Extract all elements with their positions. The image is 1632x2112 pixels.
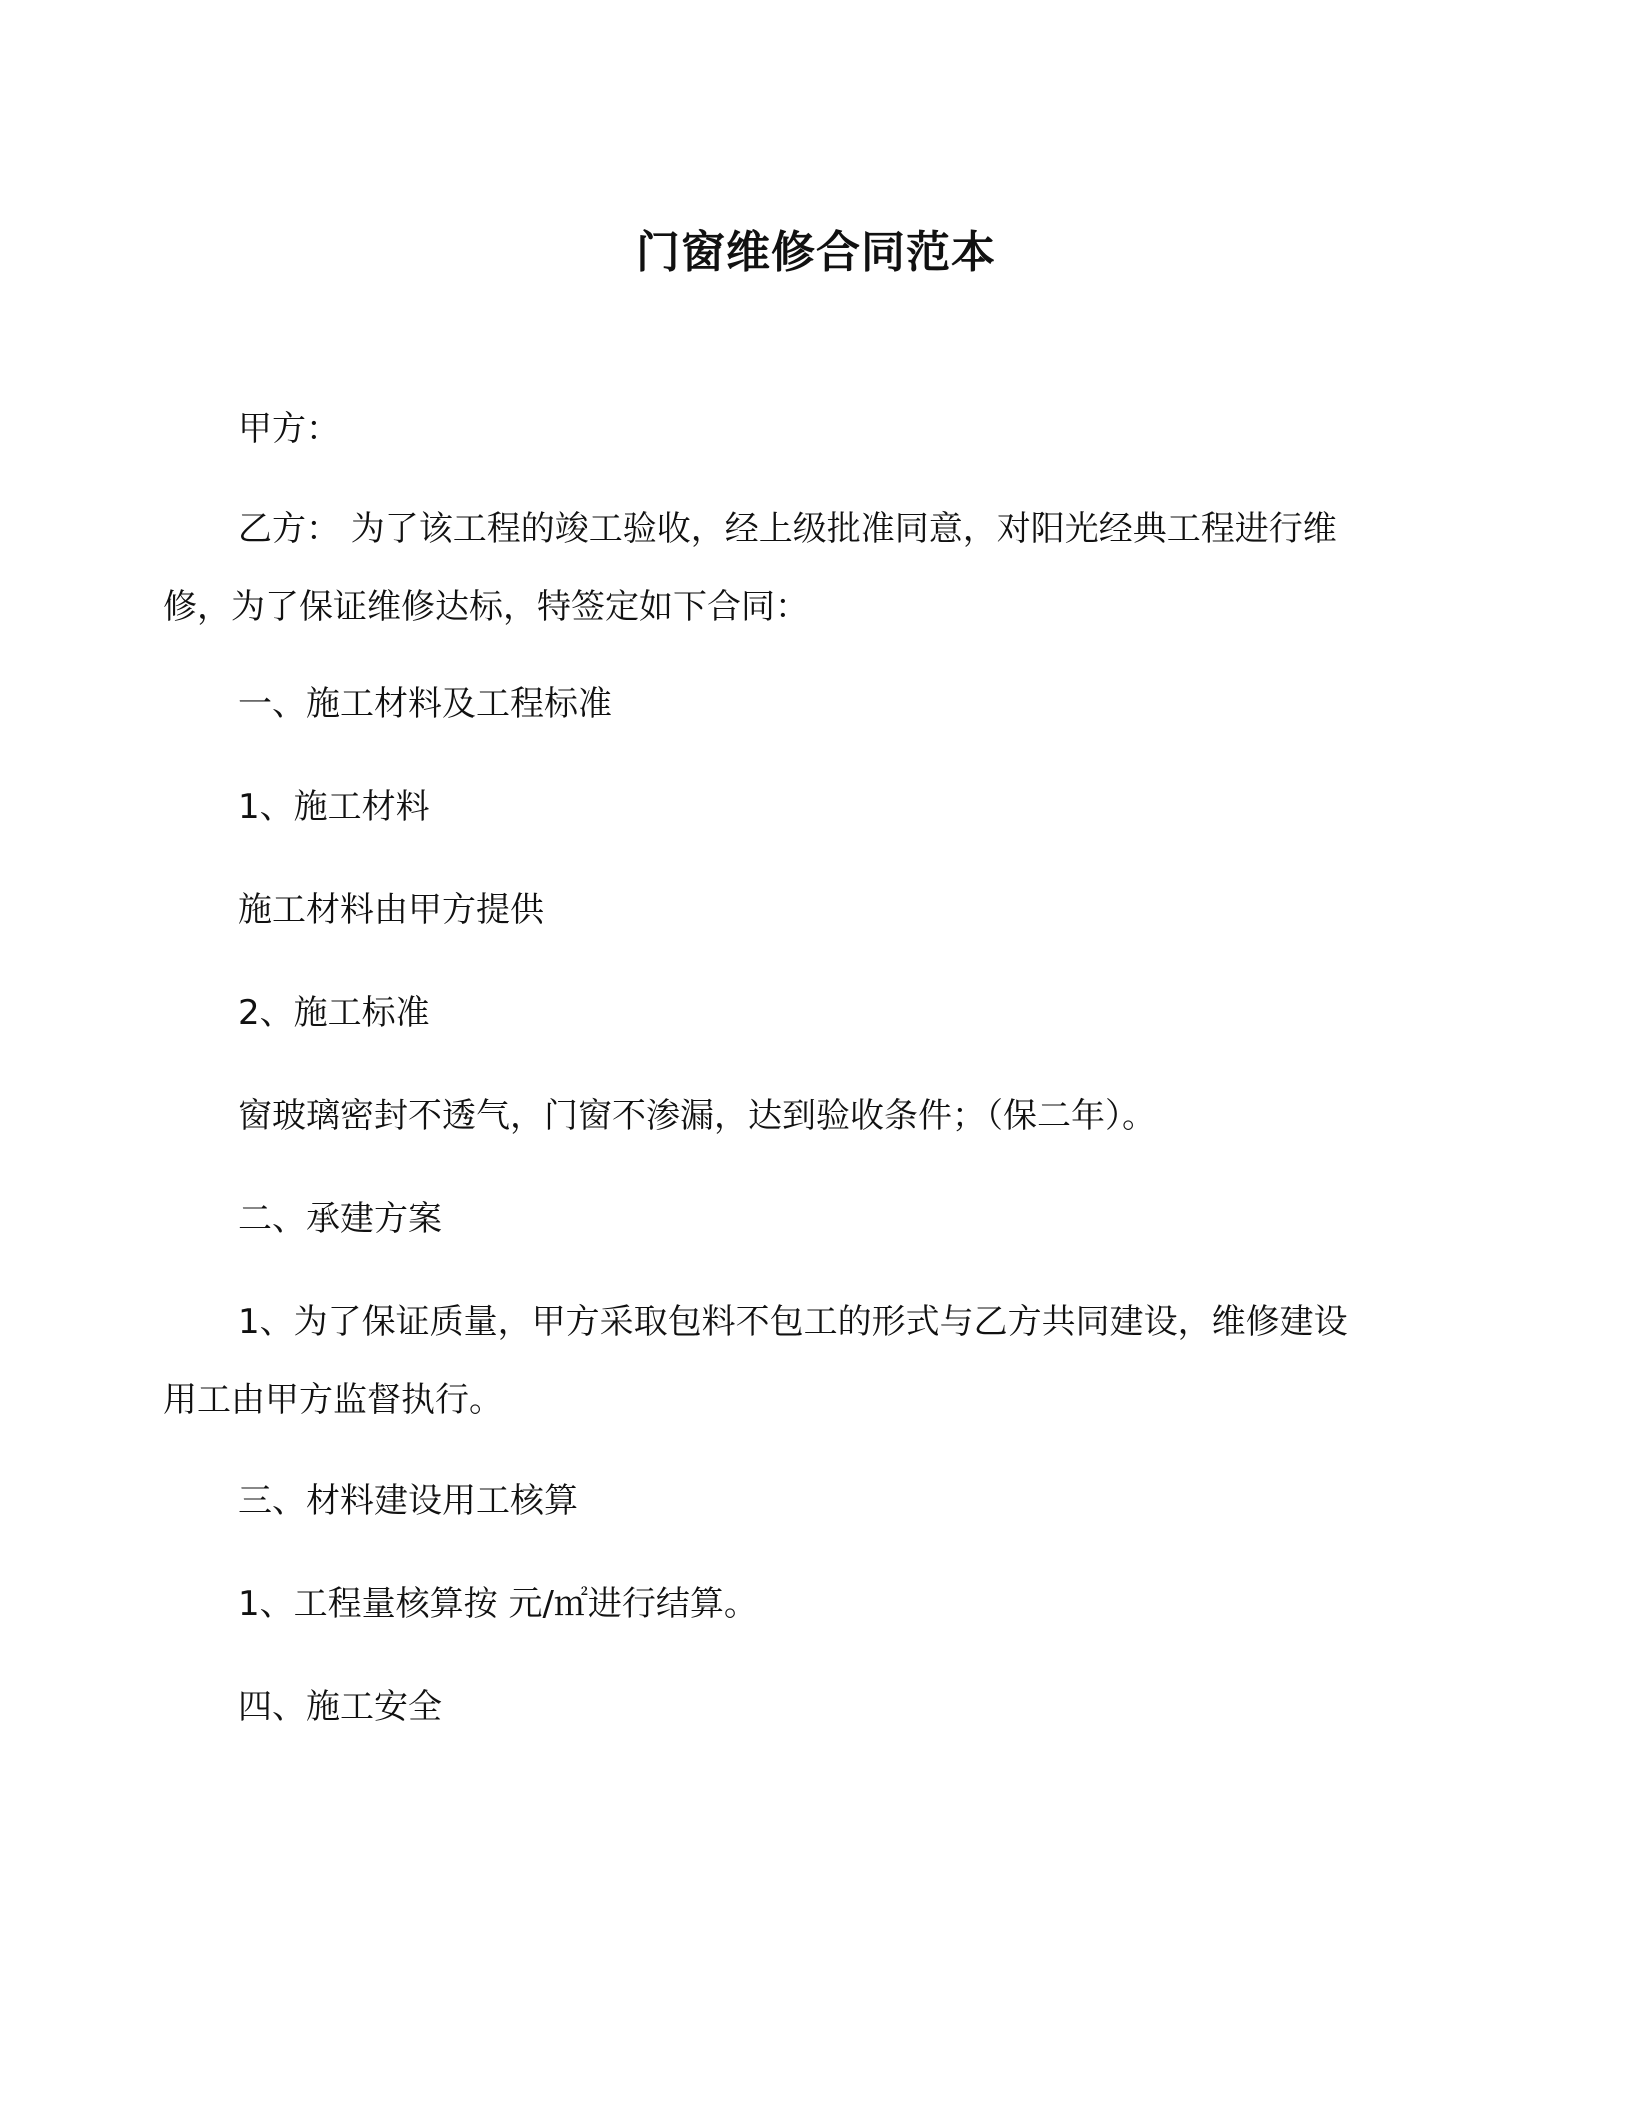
section-heading-2: 二、承建方案	[238, 1199, 442, 1239]
body-text-materials: 施工材料由甲方提供	[238, 890, 544, 930]
body-text-standards: 窗玻璃密封不透气，门窗不渗漏，达到验收条件；（保二年）。	[238, 1096, 1156, 1136]
document-title: 门窗维修合同范本	[636, 227, 996, 278]
section-heading-3: 三、材料建设用工核算	[238, 1481, 578, 1521]
section-heading-4: 四、施工安全	[238, 1687, 442, 1727]
subsection-heading-1-2: 2、施工标准	[238, 993, 430, 1033]
body-text-accounting: 1、工程量核算按 元/㎡进行结算。	[238, 1584, 758, 1624]
subsection-heading-1-1: 1、施工材料	[238, 787, 430, 827]
section-heading-1: 一、施工材料及工程标准	[238, 684, 612, 724]
party-a-line: 甲方：	[238, 409, 340, 449]
body-text-plan: 1、为了保证质量，甲方采取包料不包工的形式与乙方共同建设，维修建设用工由甲方监督执行。	[163, 1302, 1348, 1420]
party-b-paragraph: 乙方： 为了该工程的竣工验收，经上级批准同意，对阳光经典工程进行维修，为了保证维修达标，特签定如下合同：	[163, 509, 1337, 627]
